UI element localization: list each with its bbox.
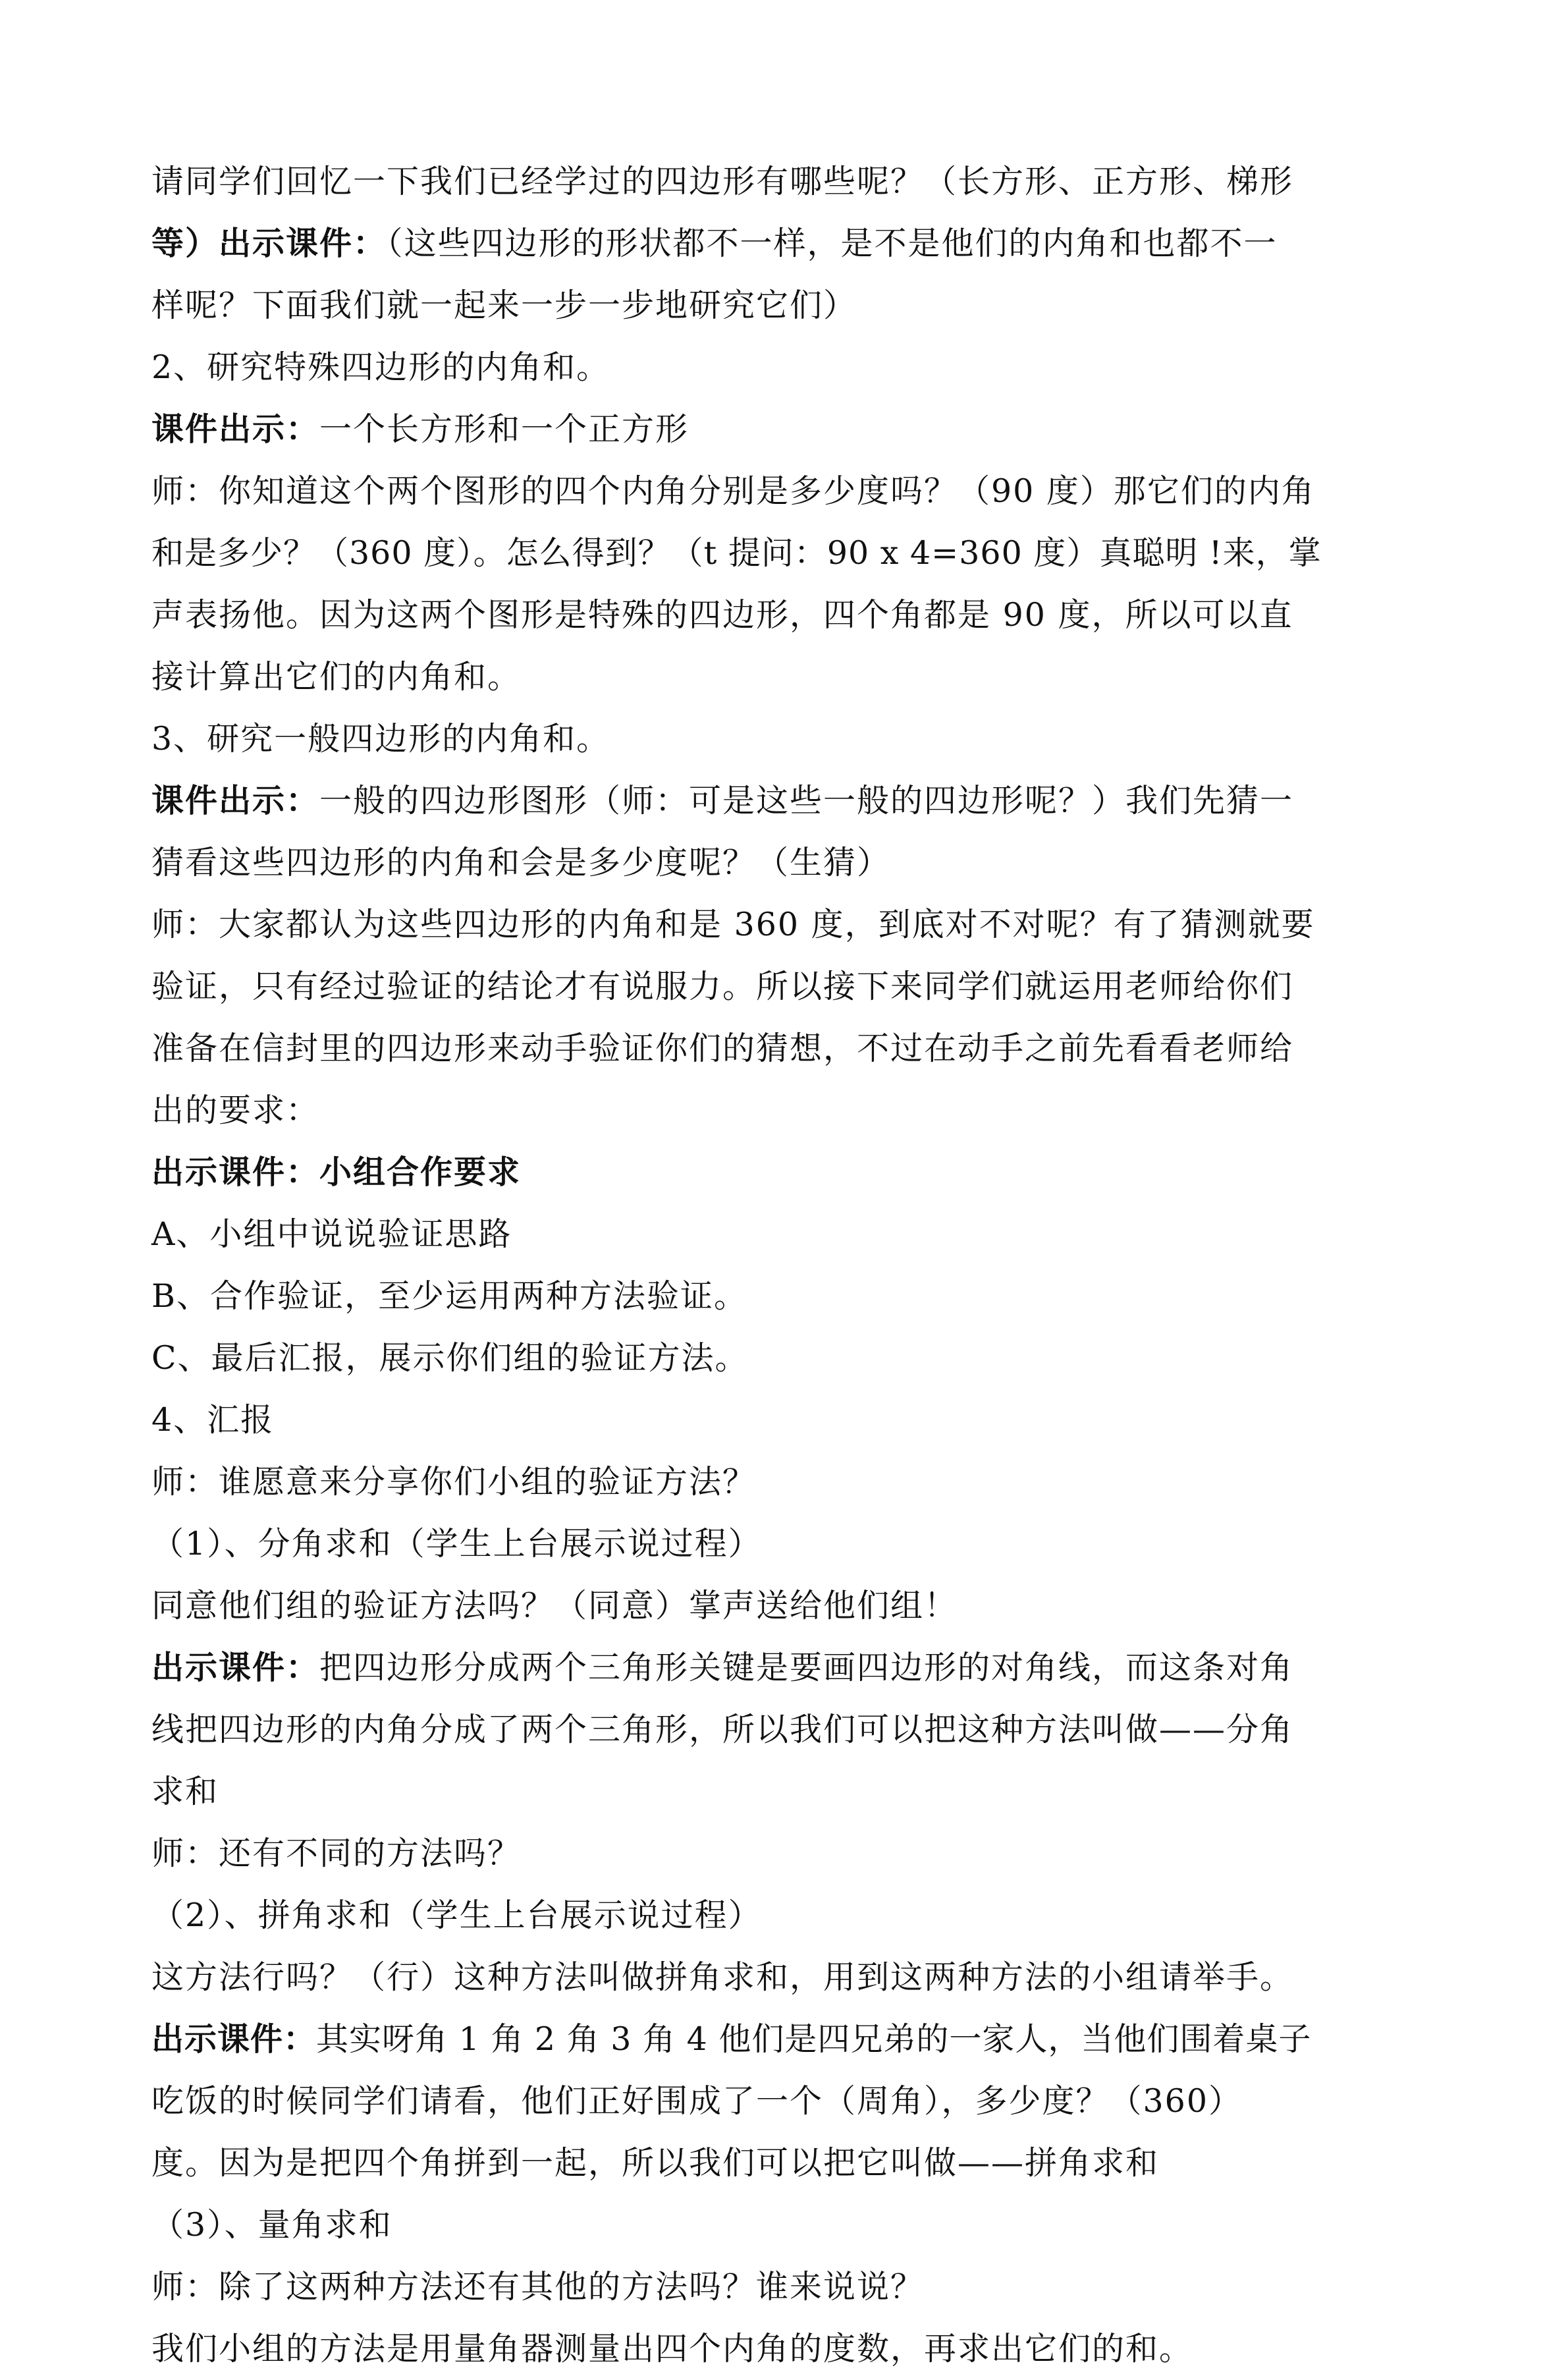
line-text: 其实呀角 1 角 2 角 3 角 4 他们是四兄弟的一家人，当他们围着桌子	[316, 2020, 1312, 2058]
bold-label: 出示课件：小组合作要求	[151, 1153, 522, 1191]
bold-label: 出示课件：	[151, 1648, 320, 1686]
text-line	[151, 460, 1439, 522]
line-text: 这方法行吗？（行）这种方法叫做拼角求和，用到这两种方法的小组请举手。	[151, 1958, 1294, 1996]
text-line	[151, 2255, 1439, 2317]
line-text: 师：除了这两种方法还有其他的方法吗？谁来说说？	[151, 2268, 925, 2306]
line-text: 求和	[151, 1773, 219, 1810]
bold-label: 等）出示课件：	[151, 224, 387, 262]
text-line	[151, 1822, 1439, 1884]
text-line	[151, 2194, 1439, 2255]
text-line	[151, 1017, 1439, 1079]
text-line	[151, 955, 1439, 1017]
text-line	[151, 1451, 1439, 1512]
line-text: （3）、量角求和	[151, 2206, 392, 2244]
text-line	[151, 831, 1439, 893]
line-text: C、最后汇报，展示你们组的验证方法。	[151, 1339, 749, 1377]
line-text: 出的要求：	[151, 1092, 320, 1129]
text-line	[151, 769, 1439, 831]
line-text: 验证，只有经过验证的结论才有说服力。所以接下来同学们就运用老师给你们	[151, 968, 1294, 1005]
text-line	[151, 1512, 1439, 1574]
line-text: 把四边形分成两个三角形关键是要画四边形的对角线，而这条对角	[319, 1649, 1294, 1686]
section-heading	[151, 1389, 1439, 1451]
line-text: 同意他们组的验证方法吗？（同意）掌声送给他们组！	[151, 1587, 958, 1624]
text-line	[151, 150, 1439, 212]
line-text: 请同学们回忆一下我们已经学过的四边形有哪些呢？（长方形、正方形、梯形	[151, 163, 1294, 200]
text-line	[151, 584, 1439, 646]
line-text: 吃饭的时候同学们请看，他们正好围成了一个（周角），多少度？（360）	[151, 2082, 1243, 2120]
bold-label: 出示课件：	[151, 2020, 317, 2058]
line-text: 样呢？下面我们就一起来一步一步地研究它们）	[151, 287, 857, 324]
line-text: 我们小组的方法是用量角器测量出四个内角的度数，再求出它们的和。	[151, 2330, 1193, 2367]
line-text: 猜看这些四边形的内角和会是多少度呢？（生猜）	[151, 844, 891, 881]
text-line	[151, 1760, 1439, 1822]
text-line	[151, 522, 1439, 584]
line-text: 一个长方形和一个正方形	[319, 410, 689, 448]
text-line	[151, 212, 1439, 274]
line-text: 接计算出它们的内角和。	[151, 658, 522, 696]
line-text: 2、研究特殊四边形的内角和。	[151, 348, 610, 386]
line-text: 一般的四边形图形（师：可是这些一般的四边形呢？）我们先猜一	[319, 782, 1294, 819]
line-text: （这些四边形的形状都不一样，是不是他们的内角和也都不一	[387, 225, 1278, 262]
text-line	[151, 2008, 1439, 2070]
bold-label: 课件出示：	[151, 410, 320, 448]
section-heading	[151, 707, 1439, 769]
text-line	[151, 1946, 1439, 2008]
line-text: 师：你知道这个两个图形的四个内角分别是多少度吗？（90 度）那它们的内角	[151, 472, 1315, 510]
line-text: 和是多少？（360 度）。怎么得到？（t 提问：90 x 4=360 度）真聪明 !来，掌	[151, 534, 1322, 572]
text-line	[151, 1884, 1439, 1946]
document-page	[151, 150, 1439, 2379]
line-text: 度。因为是把四个角拼到一起，所以我们可以把它叫做——拼角求和	[151, 2144, 1160, 2182]
line-text: 4、汇报	[151, 1401, 275, 1439]
line-text: 准备在信封里的四边形来动手验证你们的猜想，不过在动手之前先看看老师给	[151, 1030, 1294, 1067]
text-line	[151, 893, 1439, 955]
text-line	[151, 2132, 1439, 2194]
line-text: （1）、分角求和（学生上台展示说过程）	[151, 1525, 762, 1563]
section-heading	[151, 336, 1439, 398]
list-item	[151, 1203, 1439, 1265]
line-text: A、小组中说说验证思路	[151, 1215, 512, 1253]
list-item	[151, 1265, 1439, 1327]
text-line	[151, 1698, 1439, 1760]
line-text: 师：还有不同的方法吗？	[151, 1835, 522, 1872]
text-line	[151, 398, 1439, 460]
line-text: B、合作验证，至少运用两种方法验证。	[151, 1277, 748, 1315]
text-line	[151, 1636, 1439, 1698]
line-text: （2）、拼角求和（学生上台展示说过程）	[151, 1896, 762, 1934]
list-item	[151, 1327, 1439, 1389]
text-line	[151, 1079, 1439, 1141]
bold-label: 课件出示：	[151, 781, 320, 819]
line-text: 线把四边形的内角分成了两个三角形，所以我们可以把这种方法叫做——分角	[151, 1711, 1294, 1748]
line-text: 师：大家都认为这些四边形的内角和是 360 度，到底对不对呢？有了猜测就要	[151, 906, 1315, 943]
text-line	[151, 2317, 1439, 2379]
text-line	[151, 1574, 1439, 1636]
text-line	[151, 274, 1439, 336]
line-text: 3、研究一般四边形的内角和。	[151, 720, 610, 758]
line-text: 声表扬他。因为这两个图形是特殊的四边形，四个角都是 90 度，所以可以直	[151, 596, 1293, 634]
text-line	[151, 2070, 1439, 2132]
section-heading	[151, 1141, 1439, 1203]
line-text: 师：谁愿意来分享你们小组的验证方法？	[151, 1463, 757, 1501]
text-line	[151, 646, 1439, 707]
